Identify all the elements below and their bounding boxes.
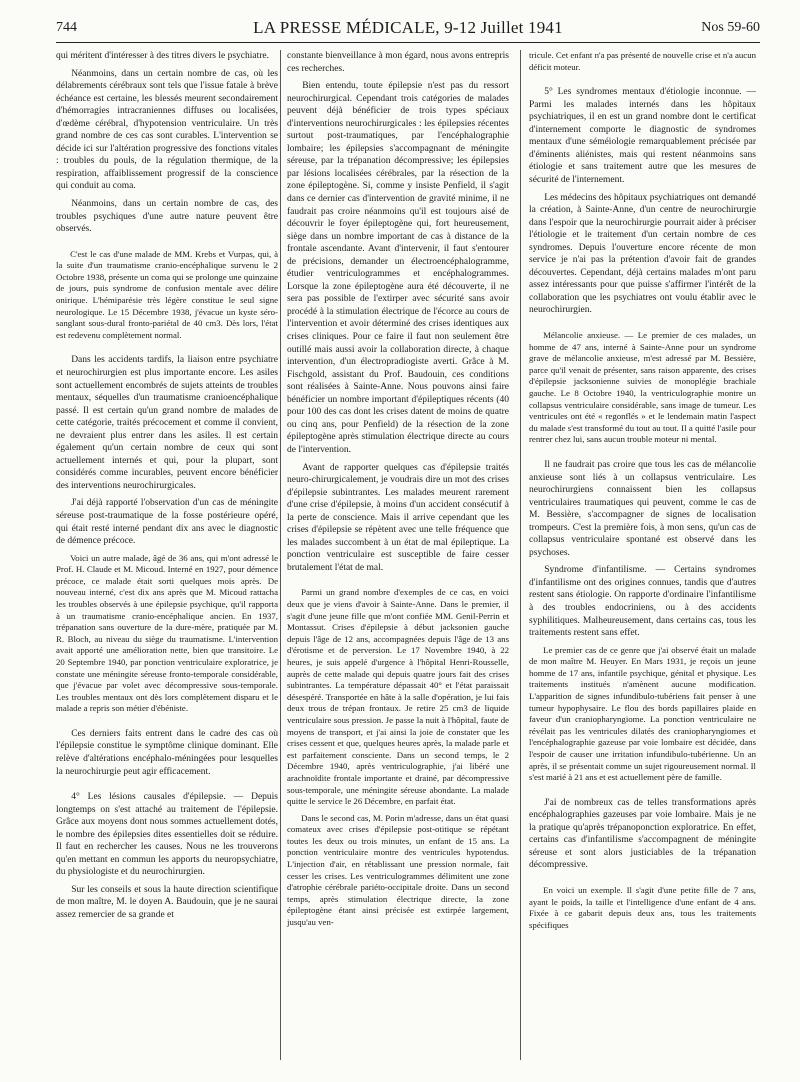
paragraph: Bien entendu, toute épilepsie n'est pas du ressort neurochirurgical. Cependant trois catégories de malades peuvent déjà bénéficier de trois types spéciaux d'interventions neurochirurgicales : les épilepsies récentes surtout post-traumatiques, par l'encéphalographie lombaire; les épilepsies s'accompagnant de méningite séreuse, par la trépanation décompressive; les épilepsies par lésions localisées cérébrales, par la résection de la zone épileptogène. Si, comme y insiste Penfield, il s'agit dans ce dernier cas d'intervention de gravité minime, il ne faudrait pas croire néanmoins qu'il est toujours aisé de découvrir le foyer épileptogène qui, fort heureusement, siège dans un nombre important de cas à distance de la frontale ascendante. Avant d'intervenir, il faut s'entourer de précisions, demander un électroencéphalogramme, étudier ventriculogrammes et encéphalogrammes. Lorsque la zone épileptogène aura été découverte, il ne sera pas possible de l'extirper avec sécurité sans avoir procédé à la stimulation électrique de l'écorce au cours de l'intervention et avoir déterminé des crises identiques aux crises cliniques. Pour ce faire il faut non seulement être outillé mais aussi avoir la collaboration directe, à chaque intervention, d'un électropradiogiste averti. Grâce à M. Fischgold, assistant du Prof. Baudouin, ces conditions sont réalisées à Sainte-Anne. Nous pouvons ainsi faire bénéficier un nombre important d'épileptiques récents (40 pour 100 des cas dont les crises datent de moins de quatre ou cinq ans, pour Penfield) de la résection de la zone épileptogène après stimulation électrique directe au cours de l'intervention. xyxy=(287,81,509,455)
paragraph: Néanmoins, dans un certain nombre de cas, où les délabrements cérébraux sont tels que l'issue fatale à brève échéance est certaine, les blessés meurent secondairement d'hémorragies intracraniennes diffuses ou localisées, d'œdème cérébral, d'hypotension ventriculaire. Un très grand nombre de ces cas sont curables. L'intervention se décide ici sur l'altération progressive des fonctions vitales : troubles du pouls, de la régulation thermique, de la respiration, affaiblissement progressif de la conscience qui conduit au coma. xyxy=(56,68,278,192)
paragraph: constante bienveillance à mon égard, nous avons entrepris ces recherches. xyxy=(287,51,509,74)
text-column-1 xyxy=(56,50,278,927)
paragraph: Les médecins des hôpitaux psychiatriques ont demandé la création, à Sainte-Anne, d'un centre de neurochirurgie dans l'espoir que la neurochirurgie pourrait aider à préciser l'étiologie et le traitement d'un certain nombre de ces syndromes. Depuis l'ouverture encore récente de mon service je n'ai pas la prétention d'avoir fait de grandes découvertes. Cependant, déjà certains malades m'ont paru assez intéressants pour que puisse s'affirmer l'intérêt de la collaboration que les psychiatres ont voulu établir avec le neurochirurgien. xyxy=(529,192,756,316)
issue-number: Nos 59-60 xyxy=(701,20,760,35)
paragraph: Syndrome d'infantilisme. — Certains syndromes d'infantilisme ont des origines connues, tandis que d'autres restent sans étiologie. On rapporte d'ordinaire l'infantilisme à des troubles endocriniens, ou à des accidents syphilitiques. Malheureusement, dans certains cas, tous les traitements restent sans effet. xyxy=(529,565,756,639)
column-rule-right xyxy=(520,50,521,1060)
paragraph: J'ai déjà rapporté l'observation d'un cas de méningite séreuse post-traumatique de la fosse postérieure opéré, qui était resté interné pendant dix ans avec le diagnostic de démence précoce. xyxy=(56,498,278,547)
paragraph: Ces derniers faits entrent dans le cadre des cas où l'épilepsie constitue le symptôme clinique dominant. Elle relève d'altérations encéphalo-méningées pour lesquelles la neurochirurgie peut agir efficacement. xyxy=(56,728,278,777)
text-column-3 xyxy=(529,50,756,936)
case-report: Mélancolie anxieuse. — Le premier de ces malades, un homme de 47 ans, interné à Sainte-Anne pour un syndrome grave de mélancolie anxieuse, m'est adressé par M. Bessière, parce qu'il venait de présenter, sans raison apparente, des crises d'épilepsie jacksonienne suivies de monoplégie brachiale gauche. Le 8 Octobre 1940, la ventriculographie montre un collapsus ventriculaire considérable, sans image de tumeur. Les ventricules ont été « regonflés » et le lendemain matin l'aspect du malade s'est transformé du tout au tout. Il a quitté l'asile pour rentrer chez lui, sans aucun trouble moteur ni mental. xyxy=(529,330,756,445)
case-report: En voici un exemple. Il s'agit d'une petite fille de 7 ans, ayant le poids, la taille et l'intelligence d'une enfant de 4 ans. Fixée à ce gabarit depuis deux ans, tous les traitements spécifiques xyxy=(529,885,756,930)
paragraph: J'ai de nombreux cas de telles transformations après encéphalographies gazeuses par voie lombaire. Mais je ne la pratique qu'après trépanoponction exploratrice. En effet, certains cas d'infantilisme s'accompagnent de méningite séreuse et sont alors justiciables de la trépanation décompressive. xyxy=(529,797,756,871)
column-rule-left xyxy=(280,50,281,1060)
paragraph: Sur les conseils et sous la haute direction scientifique de mon maître, M. le doyen A. Baudouin, que je ne saurai assez remercier de sa grande et xyxy=(56,884,278,921)
case-report: Le premier cas de ce genre que j'ai observé était un malade de mon maître M. Heuyer. En Mars 1931, je reçois un jeune homme de 17 ans, infantile psychique, génital et physique. Les traitements institués n'amènent aucune modification. L'apparition de signes infundibulo-tubériens fait penser à une tumeur hypophysaire. Le flou des bords papillaires plaide en faveur d'un craniopharyngiome. La ponction ventriculaire ne révélait pas les ventricules dilatés des craniopharyngiomes et l'encéphalographie gazeuse par voie lombaire est décidée, dans l'espoir de causer une irritation infundibulo-tubérienne. Un an après, il se présentait comme un sujet rigoureusement normal. Il s'est marié à 21 ans et est actuellement père de famille. xyxy=(529,644,756,783)
page-number: 744 xyxy=(56,20,77,35)
case-report: Voici un autre malade, âgé de 36 ans, qui m'ont adressé le Prof. H. Claude et M. Micoud. Interné en 1927, pour démence précoce, ce malade était sorti quelques mois après. De nouveau interné, c'est dix ans après que M. Micoud rattacha les troubles observés à une épilepsie psychique, qu'il rapporta à un traumatisme cranio-encéphalique ancien. En 1937, trépanation sans ouverture de la dure-mère, pratiquée par M. R. Bloch, au niveau du siège du traumatisme. L'intervention avait apporté une amélioration nette, bien que transitoire. Le 20 Septembre 1940, par ponction ventriculaire exploratrice, je constate une méningite séreuse fronto-temporale considérable, que j'évacue par volet avec décompressive sous-temporale. Les troubles mentaux ont dès lors complètement disparu et le malade a repris son métier d'ébéniste. xyxy=(56,552,278,714)
case-report: Dans le second cas, M. Porin m'adresse, dans un état quasi comateux avec crises d'épilepsie post-otitique se répétant toutes les deux ou trois minutes, un enfant de 15 ans. La ponction ventriculaire montre des ventricules hypotendus. L'injection d'air, en rétablissant une pression normale, fait cesser les crises. Les ventriculogrammes délimitent une zone d'atrophie cérébrale pariéto-occipitale droite. Dans un second temps, après stimulation électrique directe, la zone épileptogène étant ainsi précisée est extirpée largement, jusqu'au ven- xyxy=(287,812,509,928)
case-report: C'est le cas d'une malade de MM. Krebs et Vurpas, qui, à la suite d'un traumatisme cranio-encéphalique survenu le 2 Octobre 1938, présente un coma qui se prolonge une quinzaine de jours, puis syndrome de confusion mentale avec délire onirique. L'hémiparésie très légère constitue le seul signe neurologique. Le 15 Décembre 1938, j'évacue un kyste séro-sanglant sous-dural fronto-pariétal de 40 cm3. Dès lors, l'état est redevenu complètement normal. xyxy=(56,248,278,340)
section-heading-paragraph: 4° Les lésions causales d'épilepsie. — Depuis longtemps on s'est attaché au traitement de l'épilepsie. Grâce aux moyens dont nous sommes actuellement dotés, le nombre des épilepsies dites essentielles doit se réduire. Il faut en rechercher les causes. Nous ne les trouverons qu'en mettant en commun les apports du neuropsychiatre, du physiologiste et du neurochirurgien. xyxy=(56,792,278,878)
paragraph: qui méritent d'intéresser à des titres divers le psychiatre. xyxy=(56,51,270,61)
case-report: tricule. Cet enfant n'a pas présenté de nouvelle crise et n'a aucun déficit moteur. xyxy=(529,50,756,72)
section-heading-paragraph: 5° Les syndromes mentaux d'étiologie inconnue. — Parmi les malades internés dans les hôpitaux psychiatriques, il en est un grand nombre dont le certificat d'internement comporte le diagnostic de syndromes mentaux d'une séméiologie remarquablement précisée par d'éminents aliénistes, mais qui restent néanmoins sans étiologie et sans traitement autre que les mesures de sécurité de l'internement. xyxy=(529,87,756,186)
running-title: LA PRESSE MÉDICALE, 9-12 Juillet 1941 xyxy=(253,18,563,37)
text-column-2 xyxy=(287,50,509,934)
paragraph: Néanmoins, dans un certain nombre de cas, des troubles psychiques d'une autre nature peuvent être observés. xyxy=(56,199,278,235)
page-header xyxy=(56,20,760,43)
paragraph: Dans les accidents tardifs, la liaison entre psychiatre et neurochirurgien est plus importante encore. Les asiles sont actuellement encombrés de sujets atteints de troubles mentaux, séquelles d'un traumatisme cranioencéphalique passé. Il est certain qu'un grand nombre de malades de cette catégorie, traités précocement et comme il convient, ne devraient plus entrer dans les asiles. Il est certain également qu'un certain nombre de ceux qui sont actuellement internés et qui, pour la plupart, sont considérés comme incurables, peuvent encore bénéficier des interventions neurochirurgicales. xyxy=(56,355,278,491)
case-report: Parmi un grand nombre d'exemples de ce cas, en voici deux que je viens d'avoir à Sainte-Anne. Dans le premier, il s'agit d'une jeune fille que m'ont confiée MM. Genil-Perrin et Montassut. Crises d'épilepsie à début jacksonien gauche depuis l'âge de 12 ans, accompagnées depuis l'âge de 13 ans d'érotisme et de perversion. Le 17 Novembre 1940, à 22 heures, je suis appelé d'urgence à l'hôpital Henri-Rousselle, auprès de cette malade qui depuis quatre jours fait des crises subintrantes. La température dépassait 40° et l'état paraissait désespéré. Transportée en hâte à la salle d'opération, je lui fais deux trous de trépan frontaux. Je retire 25 cm3 de liquide ventriculaire sous pression. Je passe la nuit à l'hôpital, faute de moyens de transport, et j'ai ainsi la joie de constater que les crises cessent et que, quelques heures après, la malade parle et est parfaitement consciente. Dans un second temps, le 2 Décembre 1940, après ventriculographie, j'ai libéré une arachnoïdite frontale importante et drainé, par décompressive sous-temporale, une méningite séreuse abondante. La malade quitte le service le 26 Décembre, en parfait état. xyxy=(287,587,509,807)
paragraph: Il ne faudrait pas croire que tous les cas de mélancolie anxieuse sont liés à un collapsus ventriculaire. Les neurochirurgiens connaissent bien les collapsus ventriculaires traumatiques qui peuvent, comme le cas de M. Bessière, s'accompagner de signes de localisation trompeurs. C'est la première fois, à mon sens, qu'un cas de collapsus ventriculaire spontané est observé dans les psychoses. xyxy=(529,459,756,558)
paragraph: Avant de rapporter quelques cas d'épilepsie traités neuro-chirurgicalement, je voudrais dire un mot des crises d'épilepsie subintrantes. Les malades meurent rarement d'une crise d'épilepsie, à moins d'un accident consécutif à la perte de conscience. Mais il arrive cependant que les crises d'épilepsie se répètent avec une telle fréquence que les malades succombent à un état de mal épileptique. La ponction ventriculaire est susceptible de faire cesser brutalement l'état de mal. xyxy=(287,462,509,573)
